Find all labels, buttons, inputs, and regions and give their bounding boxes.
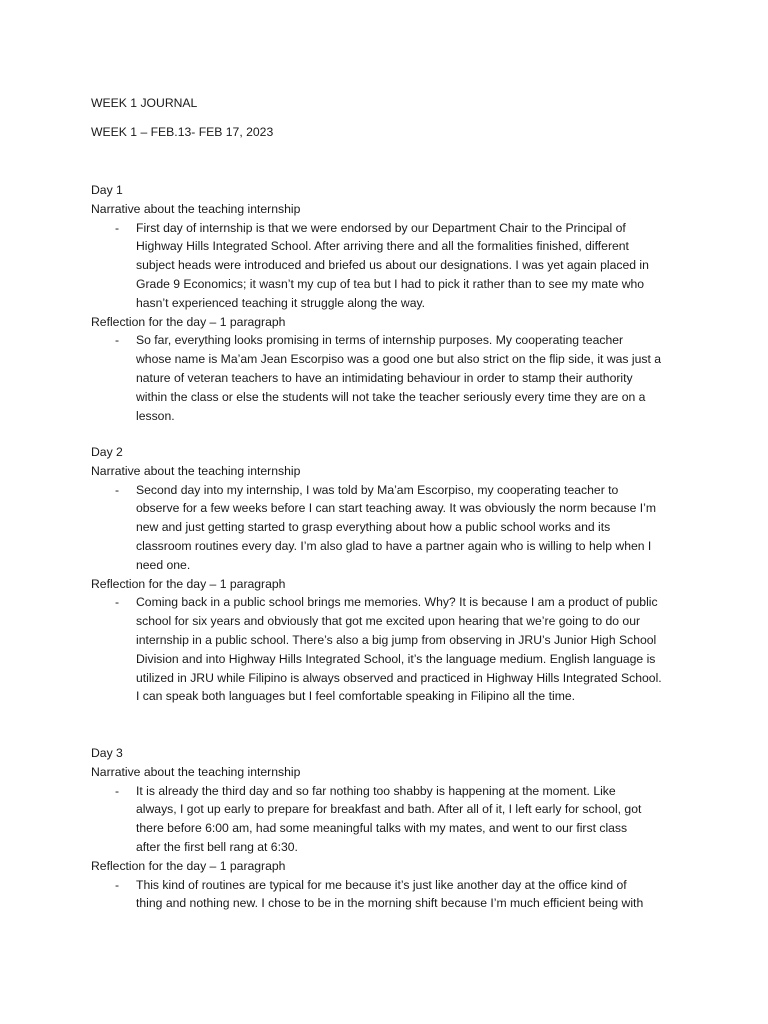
reflection-entry: [91, 593, 686, 706]
day-label: Day 1: [91, 183, 123, 197]
narrative-heading: Narrative about the teaching internship: [91, 764, 301, 779]
narrative-entry: [91, 481, 686, 575]
reflection-heading: Reflection for the day – 1 paragraph: [91, 576, 286, 591]
bullet-dash: -: [115, 595, 120, 610]
day-2-section: [91, 443, 686, 706]
day-label: Day 2: [91, 445, 123, 459]
day-label: Day 3: [91, 746, 123, 760]
bullet-dash: -: [115, 482, 120, 497]
reflection-text: So far, everything looks promising in terms of internship purposes. My cooperating teacher whose name is Ma’am Jean Escorpiso was a good one but also strict on the flip side, it was just a nature of veteran teachers to have an intimidating behaviour in order to stamp their authority within the class or else the students will not take the teacher seriously every time they are on a lesson.: [136, 333, 662, 423]
narrative-entry: [91, 219, 686, 313]
narrative-entry: [91, 782, 686, 857]
document-date-range: WEEK 1 – FEB.13- FEB 17, 2023: [91, 125, 274, 139]
narrative-heading: Narrative about the teaching internship: [91, 463, 301, 478]
day-1-section: [91, 181, 686, 425]
reflection-heading: Reflection for the day – 1 paragraph: [91, 314, 286, 329]
narrative-heading: Narrative about the teaching internship: [91, 201, 301, 216]
bullet-dash: -: [115, 783, 120, 798]
bullet-dash: -: [115, 220, 120, 235]
bullet-dash: -: [115, 333, 120, 348]
narrative-text: Second day into my internship, I was told by Ma’am Escorpiso, my cooperating teacher to observe for a few weeks before I can start teaching away. It was obviously the norm because I’m new and just getting started to grasp everything about how a public school works and its classroom routines every day. I’m also glad to have a partner again who is willing to help when I need one.: [136, 482, 657, 572]
document-title: WEEK 1 JOURNAL: [91, 96, 198, 110]
reflection-entry: [91, 876, 686, 914]
narrative-text: First day of internship is that we were endorsed by our Department Chair to the Principal of Highway Hills Integrated School. After arriving there and all the formalities finished, different subject heads were introduced and briefed us about our designations. I was yet again placed in Grade 9 Economics; it wasn’t my cup of tea but I had to pick it rather than to see my mate who hasn’t experienced teaching it struggle along the way.: [136, 220, 649, 310]
reflection-text: Coming back in a public school brings me memories. Why? It is because I am a product of public school for six years and obviously that got me excited upon hearing that we’re going to do our internship in a public school. There’s also a big jump from observing in JRU’s Junior High School Division and into Highway Hills Integrated School, it’s the language medium. English language is utilized in JRU while Filipino is always observed and practiced in Highway Hills Integrated School. I can speak both languages but I feel comfortable speaking in Filipino all the time.: [136, 595, 662, 704]
reflection-text: This kind of routines are typical for me because it’s just like another day at the office kind of thing and nothing new. I chose to be in the morning shift because I’m much efficient being with: [136, 877, 644, 911]
reflection-heading: Reflection for the day – 1 paragraph: [91, 858, 286, 873]
day-3-section: [91, 744, 686, 913]
reflection-entry: [91, 331, 686, 425]
bullet-dash: -: [115, 877, 120, 892]
narrative-text: It is already the third day and so far nothing too shabby is happening at the moment. Like always, I got up early to prepare for breakfast and bath. After all of it, I left early for school, got there before 6:00 am, had some meaningful talks with my mates, and went to our first class after the first bell rang at 6:30.: [136, 783, 642, 854]
